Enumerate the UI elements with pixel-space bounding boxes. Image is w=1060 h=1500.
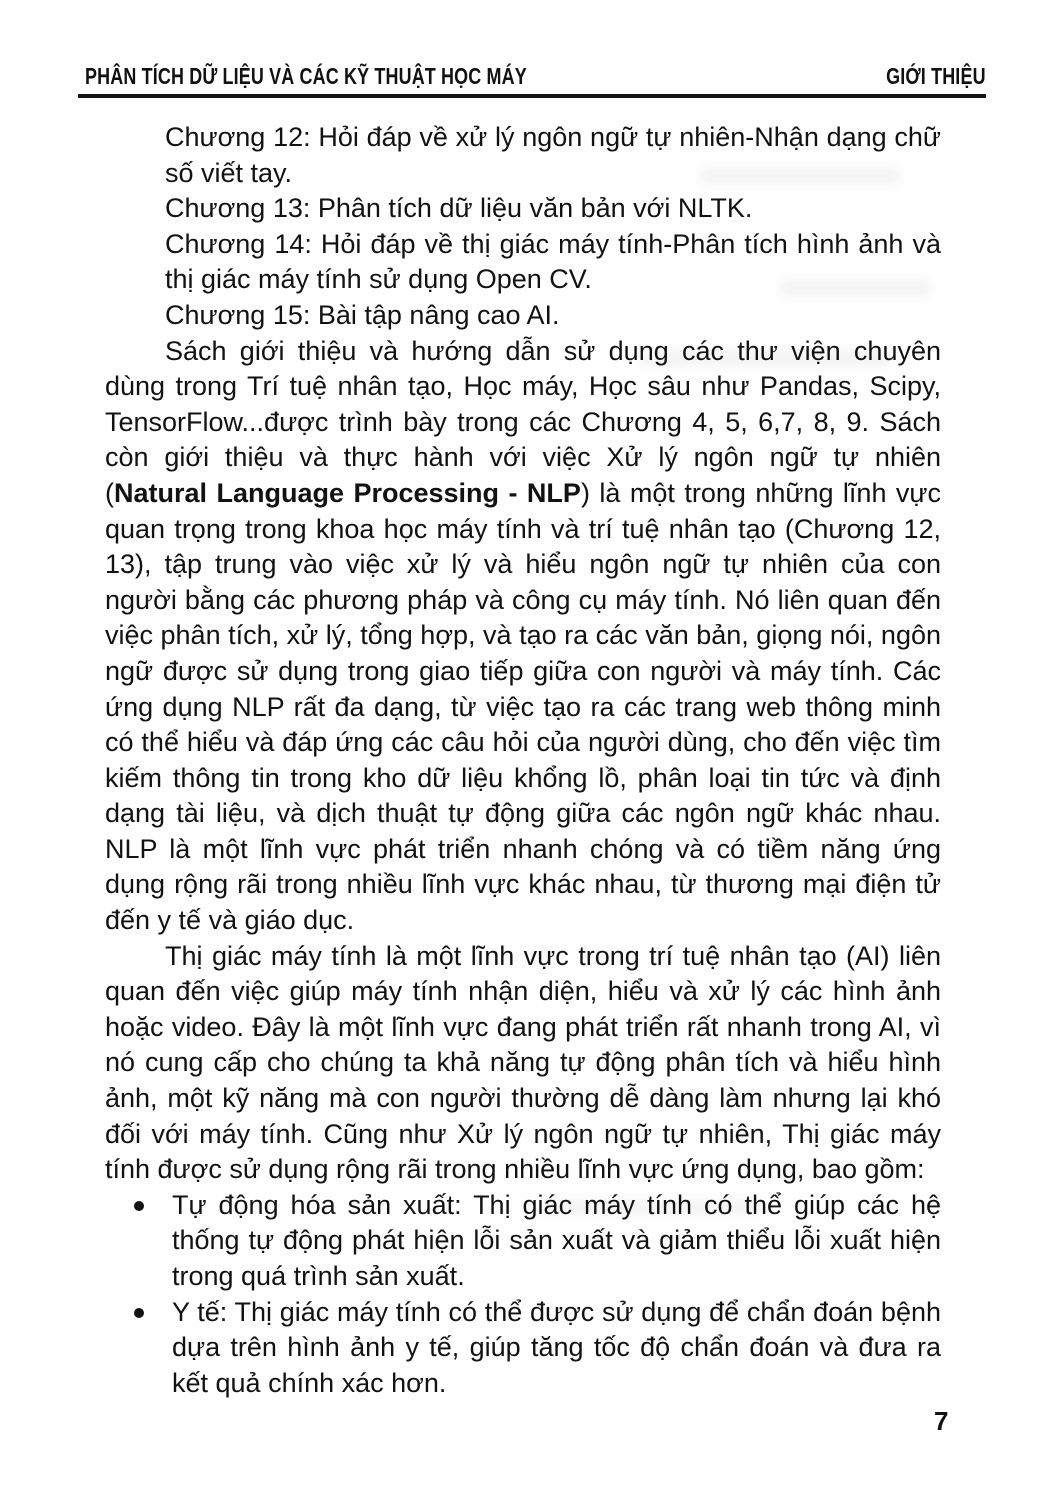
body-text: Sách giới thiệu và hướng dẫn sử dụng các thư viện chuyên dùng trong Trí tuệ nhân tạo, Học máy, Học sâu như Pandas, Scipy, TensorFlow...được trình bày trong các Chương 4, 5, 6,7, 8, 9. Sách còn giới thiệu và thực hành với việc Xử lý ngôn ngữ tự nhiên ( <box>105 335 941 508</box>
body-text: ) là một trong những lĩnh vực quan trọng trong khoa học máy tính và trí tuệ nhân tạo (Chương 12, 13), tập trung vào việc xử lý và hiểu ngôn ngữ tự nhiên của con người bằng các phương pháp và công cụ máy tính. Nó liên quan đến việc phân tích, xử lý, tổng hợp, và tạo ra các văn bản, giọng nói, ngôn ngữ được sử dụng trong giao tiếp giữa con người và máy tính. Các ứng dụng NLP rất đa dạng, từ việc tạo ra các trang web thông minh có thể hiểu và đáp ứng các câu hỏi của người dùng, cho đến việc tìm kiếm thông tin trong kho dữ liệu khổng lồ, phân loại tin tức và định dạng tài liệu, và dịch thuật tự động giữa các ngôn ngữ khác nhau. NLP là một lĩnh vực phát triển nhanh chóng và có tiềm năng ứng dụng rộng rãi trong nhiều lĩnh vực khác nhau, từ thương mại điện tử đến y tế và giáo dục. <box>105 477 942 936</box>
chapter-item: Chương 12: Hỏi đáp về xử lý ngôn ngữ tự nhiên-Nhận dạng chữ số viết tay. <box>165 122 941 188</box>
running-header <box>85 56 986 90</box>
bullet-item <box>105 1188 941 1295</box>
bullet-item <box>105 1295 941 1402</box>
bullet-text: Tự động hóa sản xuất: Thị giác máy tính có thể giúp các hệ thống tự động phát hiện lỗi sản xuất và giảm thiểu lỗi xuất hiện trong quá trình sản xuất. <box>172 1189 941 1291</box>
bullet-icon <box>134 1201 144 1211</box>
bold-text: Natural Language Processing - NLP <box>114 477 581 508</box>
header-rule <box>78 94 986 98</box>
bullet-list <box>105 1188 941 1402</box>
bullet-icon <box>134 1308 144 1318</box>
paragraphs <box>105 334 941 1188</box>
body-text: Thị giác máy tính là một lĩnh vực trong trí tuệ nhân tạo (AI) liên quan đến việc giúp máy tính nhận diện, hiểu và xử lý các hình ảnh hoặc video. Đây là một lĩnh vực đang phát triển rất nhanh trong AI, vì nó cung cấp cho chúng ta khả năng tự động phân tích và hiểu hình ảnh, một kỹ năng mà con người thường dễ dàng làm nhưng lại khó đối với máy tính. Cũng như Xử lý ngôn ngữ tự nhiên, Thị giác máy tính được sử dụng rộng rãi trong nhiều lĩnh vực ứng dụng, bao gồm: <box>105 940 941 1185</box>
paragraph <box>105 334 941 939</box>
header-section-title: GIỚI THIỆU <box>886 63 986 89</box>
chapter-item: Chương 14: Hỏi đáp về thị giác máy tính-Phân tích hình ảnh và thị giác máy tính sử dụng Open CV. <box>165 228 941 295</box>
chapter-item: Chương 13: Phân tích dữ liệu văn bản với NLTK. <box>165 193 753 224</box>
chapter-item: Chương 15: Bài tập nâng cao AI. <box>165 299 560 330</box>
header-book-title: PHÂN TÍCH DỮ LIỆU VÀ CÁC KỸ THUẬT HỌC MÁY <box>85 63 527 89</box>
chapter-list <box>105 120 941 334</box>
bullet-text: Y tế: Thị giác máy tính có thể được sử dụng để chẩn đoán bệnh dựa trên hình ảnh y tế, giúp tăng tốc độ chẩn đoán và đưa ra kết quả chính xác hơn. <box>172 1296 941 1398</box>
paragraph <box>105 939 941 1188</box>
page-number: 7 <box>934 1406 949 1436</box>
page-content <box>105 120 941 1401</box>
